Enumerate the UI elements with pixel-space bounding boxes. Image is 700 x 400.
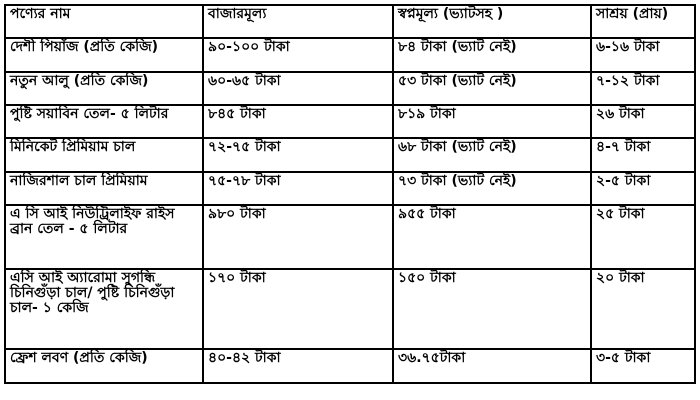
saving-cell: ২-৫ টাকা (591, 172, 695, 205)
table-row (5, 205, 695, 269)
shwapno-price-cell: ১৫০ টাকা (393, 269, 591, 349)
header-product-name: পণ্যের নাম (5, 5, 203, 38)
saving-cell: ৪-৭ টাকা (591, 138, 695, 172)
shwapno-price-cell: ৮৪ টাকা (ভ্যাট নেই) (393, 38, 591, 72)
shwapno-price-cell: ৩৬.৭৫টাকা (393, 349, 591, 383)
product-name-cell: ফ্রেশ লবণ (প্রতি কেজি) (5, 349, 203, 383)
product-name-cell: এ সি আই নিউট্রিলাইফ রাইস ব্রান তেল - ৫ লিটার (5, 205, 203, 269)
market-price-cell: ৭৫-৭৮ টাকা (203, 172, 393, 205)
market-price-cell: ৯০-১০০ টাকা (203, 38, 393, 72)
shwapno-price-cell: ৮১৯ টাকা (393, 105, 591, 138)
shwapno-price-cell: ৯৫৫ টাকা (393, 205, 591, 269)
market-price-cell: ১৭০ টাকা (203, 269, 393, 349)
market-price-cell: ৯৮০ টাকা (203, 205, 393, 269)
saving-cell: ২০ টাকা (591, 269, 695, 349)
product-name-cell: নতুন আলু (প্রতি কেজি) (5, 72, 203, 105)
table-row (5, 105, 695, 138)
table-row (5, 269, 695, 349)
market-price-cell: ৭২-৭৫ টাকা (203, 138, 393, 172)
shwapno-price-cell: ৫৩ টাকা (ভ্যাট নেই) (393, 72, 591, 105)
table-row (5, 172, 695, 205)
market-price-cell: ৪০-৪২ টাকা (203, 349, 393, 383)
table-row (5, 349, 695, 383)
market-price-cell: ৬০-৬৫ টাকা (203, 72, 393, 105)
price-comparison-table (4, 4, 696, 384)
saving-cell: ২৬ টাকা (591, 105, 695, 138)
table-row (5, 38, 695, 72)
saving-cell: ৭-১২ টাকা (591, 72, 695, 105)
header-shwapno-price: স্বপ্নমূল্য (ভ্যাটসহ ) (393, 5, 591, 38)
product-name-cell: দেশী পিয়াঁজ (প্রতি কেজি) (5, 38, 203, 72)
saving-cell: ৬-১৬ টাকা (591, 38, 695, 72)
shwapno-price-cell: ৬৮ টাকা (ভ্যাট নেই) (393, 138, 591, 172)
shwapno-price-cell: ৭৩ টাকা (ভ্যাট নেই) (393, 172, 591, 205)
saving-cell: ২৫ টাকা (591, 205, 695, 269)
saving-cell: ৩-৫ টাকা (591, 349, 695, 383)
product-name-cell: পুষ্টি সয়াবিন তেল- ৫ লিটার (5, 105, 203, 138)
header-market-price: বাজারমূল্য (203, 5, 393, 38)
product-name-cell: মিনিকেট প্রিমিয়াম চাল (5, 138, 203, 172)
header-saving: সাশ্রয় (প্রায়) (591, 5, 695, 38)
table-row (5, 138, 695, 172)
market-price-cell: ৮৪৫ টাকা (203, 105, 393, 138)
table-row (5, 72, 695, 105)
table-header-row (5, 5, 695, 38)
product-name-cell: নাজিরশাল চাল প্রিমিয়াম (5, 172, 203, 205)
product-name-cell: এসি আই অ্যারোমা সুগন্ধি চিনিগুঁড়া চাল/ পুষ্টি চিনিগুঁড়া চাল- ১ কেজি (5, 269, 203, 349)
